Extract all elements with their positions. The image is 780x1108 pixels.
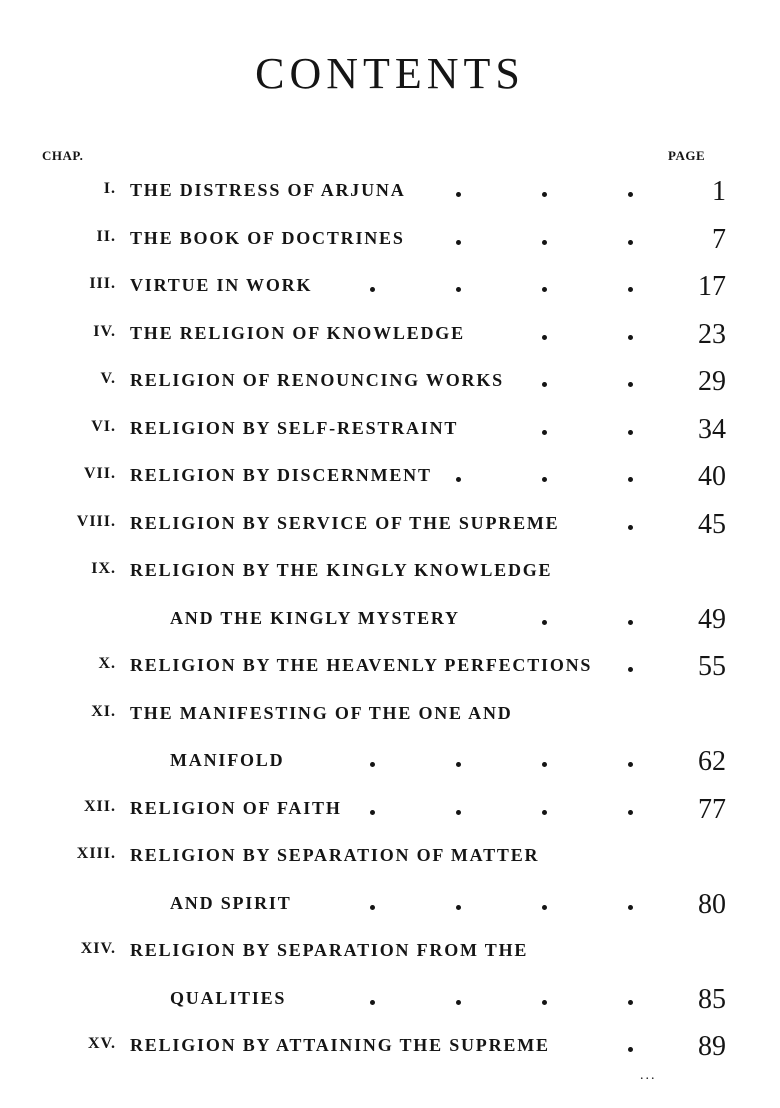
toc-line	[0, 792, 780, 828]
page-number: 45	[698, 508, 726, 540]
chapter-number: VIII.	[76, 512, 116, 530]
chapter-title: RELIGION OF RENOUNCING WORKS	[130, 370, 504, 390]
leader-dot	[370, 905, 375, 910]
chapter-title: RELIGION BY THE HEAVENLY PERFECTIONS	[130, 655, 593, 675]
leader-dot	[542, 335, 547, 340]
leader-dot	[542, 762, 547, 767]
page-number: 85	[698, 983, 726, 1015]
toc-line	[0, 174, 780, 210]
chapter-number: VII.	[83, 465, 116, 482]
leader-dot	[628, 192, 633, 197]
toc-line	[0, 364, 780, 400]
chapter-title: RELIGION BY SEPARATION OF MATTER	[130, 845, 540, 865]
chapter-number: III.	[89, 275, 116, 292]
chapter-number: XII.	[83, 797, 116, 815]
toc-line	[0, 602, 780, 638]
leader-dot	[456, 762, 461, 767]
toc-line	[0, 222, 780, 258]
leader-dot	[628, 1000, 633, 1005]
toc-line	[0, 697, 780, 733]
leader-dot	[628, 667, 633, 672]
toc-line	[0, 554, 780, 590]
page-number: 7	[712, 223, 726, 255]
page-title: CONTENTS	[255, 49, 525, 98]
chapter-number: XI.	[91, 702, 116, 720]
leader-dot	[456, 287, 461, 292]
chapter-number: VI.	[91, 417, 116, 435]
leader-dot	[456, 192, 461, 197]
toc-line	[0, 317, 780, 353]
chapter-number: IV.	[93, 322, 116, 340]
toc-line	[0, 459, 780, 495]
chapter-title: RELIGION BY THE KINGLY KNOWLEDGE	[130, 560, 553, 580]
toc-line	[0, 744, 780, 780]
chapter-title: VIRTUE IN WORK	[130, 275, 313, 295]
toc-line	[0, 934, 780, 970]
leader-dot	[628, 477, 633, 482]
leader-dot	[542, 905, 547, 910]
leader-dot	[542, 1000, 547, 1005]
chapter-title: RELIGION BY ATTAINING THE SUPREME	[130, 1035, 550, 1055]
chapter-number: X.	[98, 655, 116, 672]
chapter-title: THE DISTRESS OF ARJUNA	[130, 180, 406, 200]
leader-dot	[628, 905, 633, 910]
chapter-number: I.	[103, 180, 116, 197]
chapter-title: THE RELIGION OF KNOWLEDGE	[130, 322, 465, 343]
toc-line	[0, 982, 780, 1018]
chapter-title: RELIGION BY SERVICE OF THE SUPREME	[130, 512, 560, 533]
chapter-title: THE BOOK OF DOCTRINES	[130, 227, 405, 248]
chapter-title: QUALITIES	[170, 987, 287, 1008]
toc-line	[0, 839, 780, 875]
leader-dot	[628, 335, 633, 340]
chapter-title: THE MANIFESTING OF THE ONE AND	[130, 702, 513, 723]
leader-dot	[456, 810, 461, 815]
leader-dot	[628, 1047, 633, 1052]
page-number: 17	[698, 271, 726, 302]
chapter-title: RELIGION BY DISCERNMENT	[130, 465, 432, 485]
page-number: 62	[698, 746, 726, 777]
leader-dot	[628, 382, 633, 387]
leader-dot	[456, 240, 461, 245]
chapter-title: AND SPIRIT	[170, 892, 292, 913]
leader-dot	[628, 762, 633, 767]
leader-dot	[542, 620, 547, 625]
leader-dot	[370, 762, 375, 767]
leader-dot	[542, 382, 547, 387]
page-number: 1	[712, 176, 726, 207]
toc-line	[0, 412, 780, 448]
leader-dot	[542, 240, 547, 245]
page-number: 29	[698, 366, 726, 397]
leader-dot	[370, 287, 375, 292]
leader-dot	[628, 810, 633, 815]
toc-line	[0, 1029, 780, 1065]
leader-dot	[370, 1000, 375, 1005]
chapter-title: MANIFOLD	[170, 750, 285, 770]
chapter-number: II.	[96, 227, 116, 245]
toc-line	[0, 649, 780, 685]
leader-dot	[542, 810, 547, 815]
page-number: 77	[698, 793, 726, 825]
page-number: 80	[698, 888, 726, 920]
leader-dot	[628, 525, 633, 530]
leader-dot	[542, 477, 547, 482]
leader-dot	[456, 905, 461, 910]
page-number: 34	[698, 413, 726, 445]
toc-line	[0, 507, 780, 543]
chapter-number: XIV.	[80, 940, 116, 957]
chapter-number: XV.	[87, 1035, 116, 1052]
chapter-title: AND THE KINGLY MYSTERY	[170, 607, 460, 628]
toc-line	[0, 887, 780, 923]
leader-dot	[370, 810, 375, 815]
chapter-number: IX.	[91, 560, 116, 577]
leader-dot	[456, 477, 461, 482]
leader-dot	[628, 430, 633, 435]
page-column-header: PAGE	[668, 148, 706, 163]
leader-dot	[628, 620, 633, 625]
page-footer: ...	[640, 1068, 657, 1083]
page-number: 89	[698, 1031, 726, 1062]
page-number: 40	[698, 461, 726, 492]
chapter-number: V.	[100, 370, 116, 387]
leader-dot	[542, 192, 547, 197]
chap-column-header: CHAP.	[42, 148, 84, 163]
chapter-title: RELIGION BY SEPARATION FROM THE	[130, 940, 529, 960]
leader-dot	[542, 430, 547, 435]
toc-line	[0, 269, 780, 305]
chapter-title: RELIGION BY SELF-RESTRAINT	[130, 417, 459, 438]
chapter-title: RELIGION OF FAITH	[130, 797, 342, 818]
leader-dot	[628, 287, 633, 292]
leader-dot	[628, 240, 633, 245]
leader-dot	[456, 1000, 461, 1005]
page-number: 55	[698, 651, 726, 682]
chapter-number: XIII.	[76, 845, 116, 862]
page-number: 49	[698, 603, 726, 635]
page-number: 23	[698, 318, 726, 350]
leader-dot	[542, 287, 547, 292]
